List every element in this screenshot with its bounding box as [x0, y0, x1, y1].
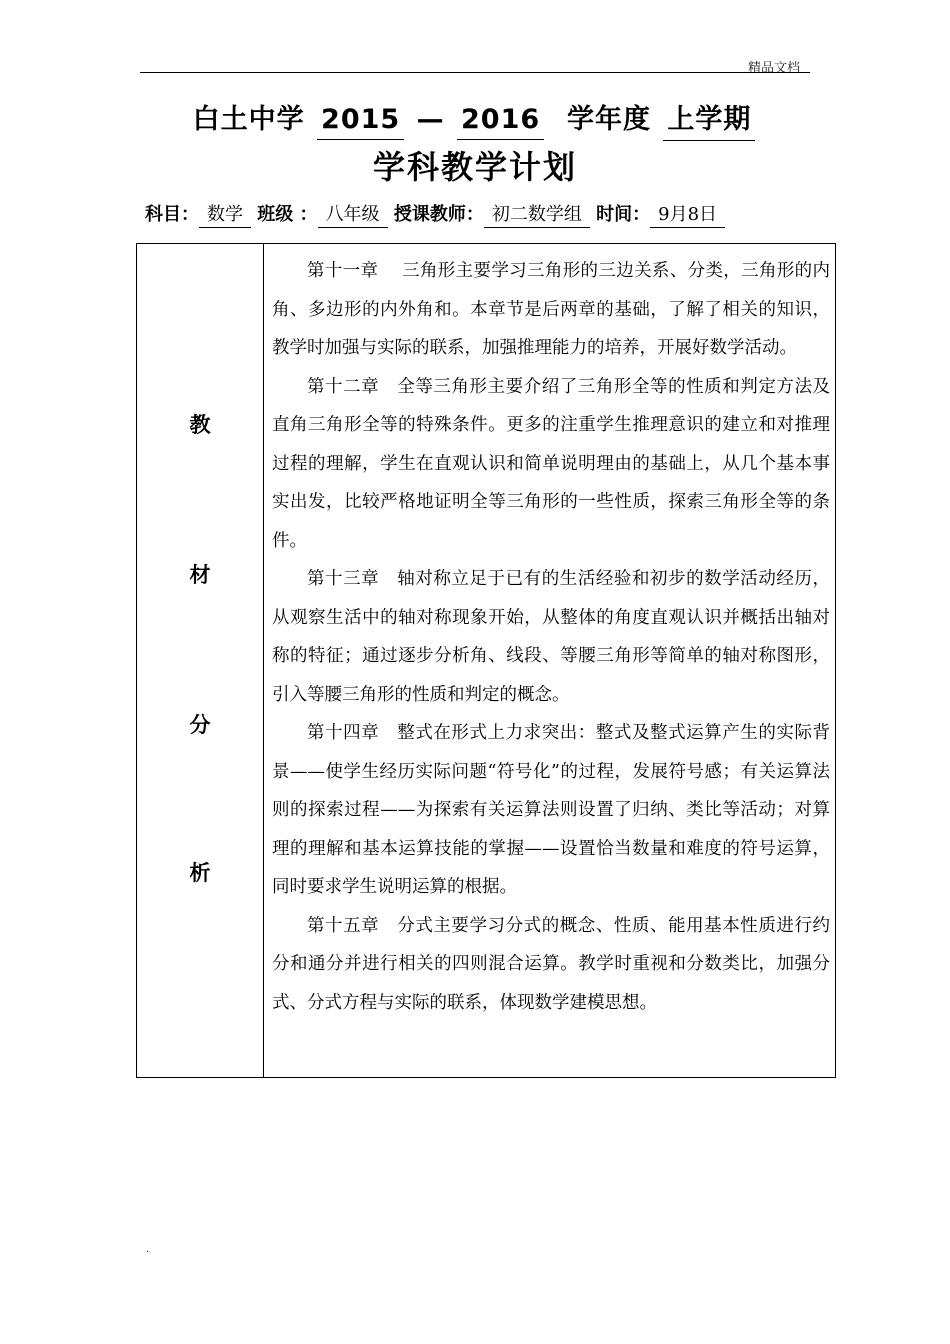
class-label: 班级 ： — [257, 204, 318, 225]
label-char-1: 教 — [189, 413, 211, 437]
year-start: 2015 — [317, 104, 404, 140]
document-title — [0, 97, 950, 141]
column-divider — [263, 244, 264, 1077]
school-name: 白土中学 — [192, 104, 305, 135]
academic-year-label: 学年度 — [566, 104, 651, 135]
analysis-table — [136, 243, 836, 1078]
teacher-label: 授课教师： — [393, 204, 484, 225]
time-value: 9月8日 — [650, 200, 725, 228]
paragraph-chapter-13: 第十三章 轴对称立足于已有的生活经验和初步的数学活动经历，从观察生活中的轴对称现象开始，从整体的角度直观认识并概括出轴对称的特征；通过逐步分析角、线段、等腰三角形等简单的轴对称图形，引入等腰三角形的性质和判定的概念。 — [272, 569, 830, 705]
paragraph-chapter-11: 第十一章 三角形主要学习三角形的三边关系、分类，三角形的内角、多边形的内外角和。本章节是后两章的基础，了解了相关的知识，教学时加强与实际的联系，加强推理能力的培养，开展好数学活动。 — [272, 261, 830, 358]
paragraph-chapter-12: 第十二章 全等三角形主要介绍了三角形全等的性质和判定方法及直角三角形全等的特殊条件。更多的注重学生推理意识的建立和对推理过程的理解，学生在直观认识和简单说明理由的基础上，从几个基本事实出发，比较严格地证明全等三角形的一些性质，探索三角形全等的条件。 — [272, 376, 830, 551]
paragraph-chapter-15: 第十五章 分式主要学习分式的概念、性质、能用基本性质进行约分和通分并进行相关的四则混合运算。教学时重视和分数类比，加强分式、分式方程与实际的联系，体现数学建模思想。 — [272, 915, 830, 1013]
year-dash: — — [416, 104, 445, 135]
subject-label: 科目： — [145, 204, 199, 225]
analysis-content — [272, 252, 830, 1022]
label-char-3: 分 — [189, 713, 211, 737]
term: 上学期 — [663, 97, 755, 141]
header-watermark-text: 精品文档 — [748, 61, 801, 76]
document-subtitle: 学科教学计划 — [372, 148, 577, 186]
teacher-value: 初二数学组 — [484, 200, 590, 228]
meta-line — [145, 200, 725, 228]
time-label: 时间： — [596, 204, 651, 225]
paragraph-chapter-14: 第十四章 整式在形式上力求突出：整式及整式运算产生的实际背景——使学生经历实际问题“符号化”的过程，发展符号感；有关运算法则的探索过程——为探索有关运算法则设置了归纳、类比等活动；对算理的理解和基本运算技能的掌握——设置恰当数量和难度的符号运算，同时要求学生说明运算的根据。 — [272, 723, 830, 897]
label-char-2: 材 — [189, 563, 211, 587]
class-value: 八年级 — [318, 200, 388, 228]
footer-dot: . — [146, 1244, 150, 1255]
year-end: 2016 — [457, 104, 544, 140]
header-rule — [140, 72, 810, 73]
subject-value: 数学 — [199, 200, 251, 228]
label-char-4: 析 — [189, 861, 211, 885]
